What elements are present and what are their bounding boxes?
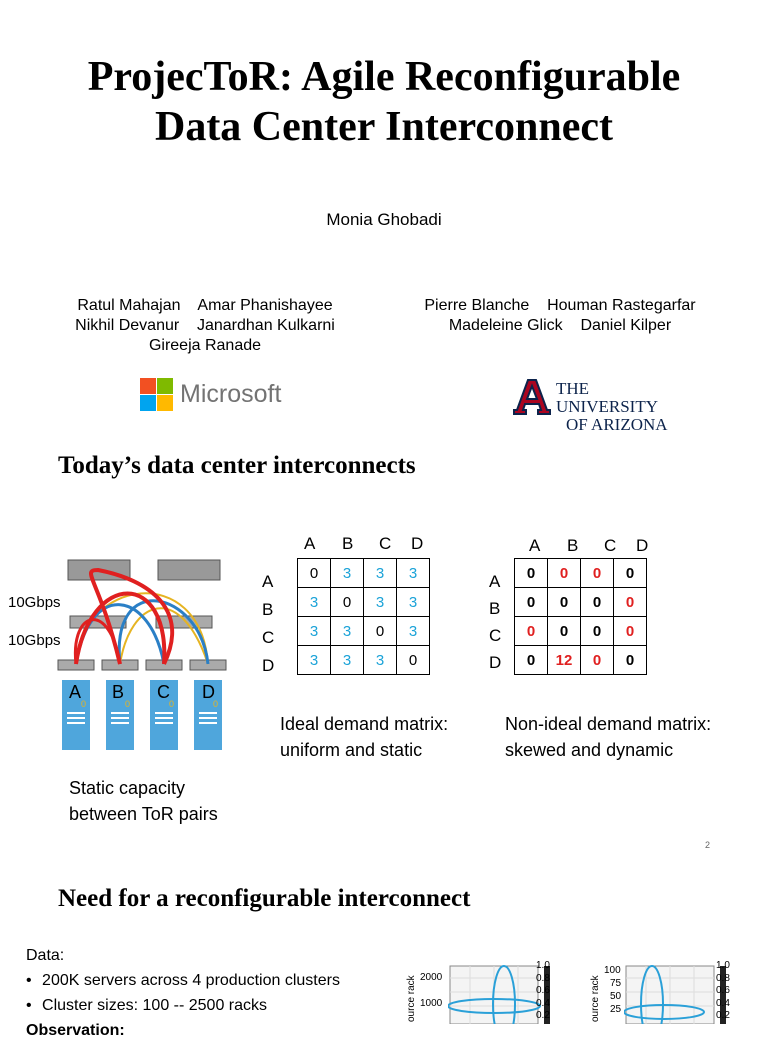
matrix-cell: 3 (364, 646, 397, 675)
microsoft-squares-icon (140, 378, 174, 412)
section-heading-reconfigurable: Need for a reconfigurable interconnect (58, 885, 471, 912)
matrix-row (298, 588, 430, 617)
colorbar-ticks (716, 960, 730, 1023)
rack-count: 0 (213, 699, 219, 709)
rack-count: 0 (81, 699, 87, 709)
matrix-cell: 3 (298, 588, 331, 617)
section-heading-interconnects: Today’s data center interconnects (58, 452, 416, 479)
matrix-cell: 3 (331, 559, 364, 588)
static-caption-line: Static capacity (69, 778, 186, 798)
matrix-cell: 0 (548, 588, 581, 617)
ideal-caption (280, 711, 448, 763)
plot-ylabel: ource rack (406, 975, 417, 1022)
data-label: Data: (26, 947, 65, 964)
matrix-cell: 3 (331, 646, 364, 675)
col-header: C (604, 536, 617, 555)
link-label-top: 10Gbps (8, 594, 61, 611)
matrix-cell: 0 (298, 559, 331, 588)
plot-ytick: 25 (610, 1004, 622, 1015)
microsoft-wordmark: Microsoft (180, 380, 282, 408)
matrix-cell: 0 (581, 617, 614, 646)
link-label-bottom: 10Gbps (8, 632, 61, 649)
matrix-cell: 3 (298, 617, 331, 646)
matrix-cell: 0 (548, 559, 581, 588)
row-header: D (262, 656, 275, 675)
matrix-cell: 0 (614, 646, 647, 675)
bullet-item: • Cluster sizes: 100 -- 2500 racks (26, 997, 268, 1014)
rack-count: 0 (125, 699, 131, 709)
matrix-cell: 12 (548, 646, 581, 675)
topology-diagram (0, 540, 260, 770)
matrix-cell: 0 (515, 646, 548, 675)
colorbar-tick: 0.4 (536, 997, 550, 1009)
ideal-row-headers (262, 568, 274, 680)
page-number: 2 (705, 840, 711, 850)
matrix-cell: 0 (397, 646, 430, 675)
title-line-1: ProjecToR: Agile Reconfigurable (87, 54, 681, 100)
matrix-cell: 3 (397, 588, 430, 617)
heatmap-plot-2 (588, 960, 764, 1024)
title-line-2: Data Center Interconnect (154, 104, 613, 150)
arizona-logo (512, 376, 692, 434)
col-header: B (342, 534, 354, 553)
heatmap-plot-1 (404, 960, 564, 1024)
rack-label-d: D (202, 682, 215, 702)
plot-ytick: 50 (610, 991, 622, 1002)
arizona-wordmark-line2: OF ARIZONA (566, 415, 668, 434)
rack-label-a: A (69, 682, 82, 702)
static-caption-line: between ToR pairs (69, 804, 218, 824)
row-header: C (489, 626, 502, 645)
author-line: Madeleine Glick Daniel Kilper (448, 317, 672, 334)
row-header: A (489, 572, 501, 591)
nonideal-caption-line: skewed and dynamic (505, 740, 674, 760)
col-header: A (529, 536, 541, 555)
matrix-cell: 0 (515, 617, 548, 646)
colorbar-tick: 1.0 (716, 960, 730, 971)
plot-ytick: 1000 (420, 998, 443, 1009)
colorbar-tick: 1.0 (536, 960, 550, 971)
rack-label-b: B (112, 682, 125, 702)
author-line: Ratul Mahajan Amar Phanishayee (77, 297, 333, 314)
nonideal-row-headers (489, 568, 501, 676)
row-header: B (489, 599, 501, 618)
bullet-text: Cluster sizes: 100 -- 2500 racks (42, 997, 268, 1014)
matrix-cell: 0 (581, 646, 614, 675)
matrix-cell: 0 (548, 617, 581, 646)
matrix-cell: 3 (397, 617, 430, 646)
plot-ytick: 75 (610, 978, 622, 989)
matrix-row (515, 588, 647, 617)
matrix-cell: 0 (581, 588, 614, 617)
rack-count: 0 (169, 699, 175, 709)
colorbar-tick: 0.4 (716, 997, 730, 1009)
microsoft-logo (140, 378, 300, 412)
ideal-demand-matrix (297, 558, 430, 675)
matrix-cell: 0 (331, 588, 364, 617)
matrix-cell: 0 (614, 588, 647, 617)
presenter-name: Monia Ghobadi (326, 210, 442, 229)
static-caption (69, 775, 218, 827)
plot-ytick: 100 (604, 965, 621, 976)
colorbar-tick: 0.8 (716, 972, 730, 984)
bullet-item: • 200K servers across 4 production clusters (26, 972, 340, 989)
matrix-cell: 0 (614, 617, 647, 646)
colorbar-tick: 0.6 (536, 985, 550, 996)
matrix-row (515, 646, 647, 675)
author-line: Pierre Blanche Houman Rastegarfar (424, 297, 696, 314)
matrix-cell: 0 (515, 559, 548, 588)
row-header: C (262, 628, 275, 647)
matrix-row (298, 559, 430, 588)
colorbar-tick: 0.2 (536, 1010, 550, 1021)
matrix-cell: 0 (614, 559, 647, 588)
col-header: A (304, 534, 316, 553)
matrix-cell: 3 (298, 646, 331, 675)
colorbar-ticks (536, 960, 550, 1023)
matrix-row (298, 617, 430, 646)
nonideal-caption-line: Non-ideal demand matrix: (505, 714, 712, 734)
rack-label-c: C (157, 682, 170, 702)
row-header: B (262, 600, 274, 619)
matrix-cell: 0 (364, 617, 397, 646)
bullet-text: 200K servers across 4 production clusters (42, 972, 340, 989)
matrix-cell: 3 (364, 588, 397, 617)
core-switch (158, 560, 220, 580)
row-header: A (262, 572, 274, 591)
matrix-cell: 0 (515, 588, 548, 617)
colorbar-tick: 0.8 (536, 972, 550, 984)
row-header: D (489, 653, 502, 672)
arizona-wordmark-line1: THE UNIVERSITY (556, 379, 658, 416)
plot-ytick: 2000 (420, 972, 443, 983)
matrix-cell: 0 (581, 559, 614, 588)
authors-left (40, 296, 370, 356)
ideal-caption-line: Ideal demand matrix: (280, 714, 449, 734)
matrix-cell: 3 (331, 617, 364, 646)
col-header: D (636, 536, 649, 555)
matrix-row (298, 646, 430, 675)
observation-label: Observation: (26, 1022, 125, 1039)
plot-ylabel: ource rack (590, 975, 601, 1022)
colorbar-tick: 0.2 (716, 1010, 730, 1021)
nonideal-caption (505, 711, 711, 763)
matrix-cell: 3 (397, 559, 430, 588)
matrix-row (515, 617, 647, 646)
data-block (26, 943, 340, 1043)
col-header: B (567, 536, 579, 555)
col-header: C (379, 534, 392, 553)
ideal-caption-line: uniform and static (280, 740, 423, 760)
matrix-row (515, 559, 647, 588)
agg-switch (156, 616, 212, 628)
matrix-cell: 3 (364, 559, 397, 588)
author-line: Nikhil Devanur Janardhan Kulkarni (75, 317, 335, 334)
col-header: D (411, 534, 424, 553)
colorbar-tick: 0.6 (716, 985, 730, 996)
authors-right (395, 296, 725, 336)
author-line: Gireeja Ranade (148, 337, 262, 354)
nonideal-demand-matrix (514, 558, 647, 675)
arizona-a-icon (512, 376, 552, 416)
